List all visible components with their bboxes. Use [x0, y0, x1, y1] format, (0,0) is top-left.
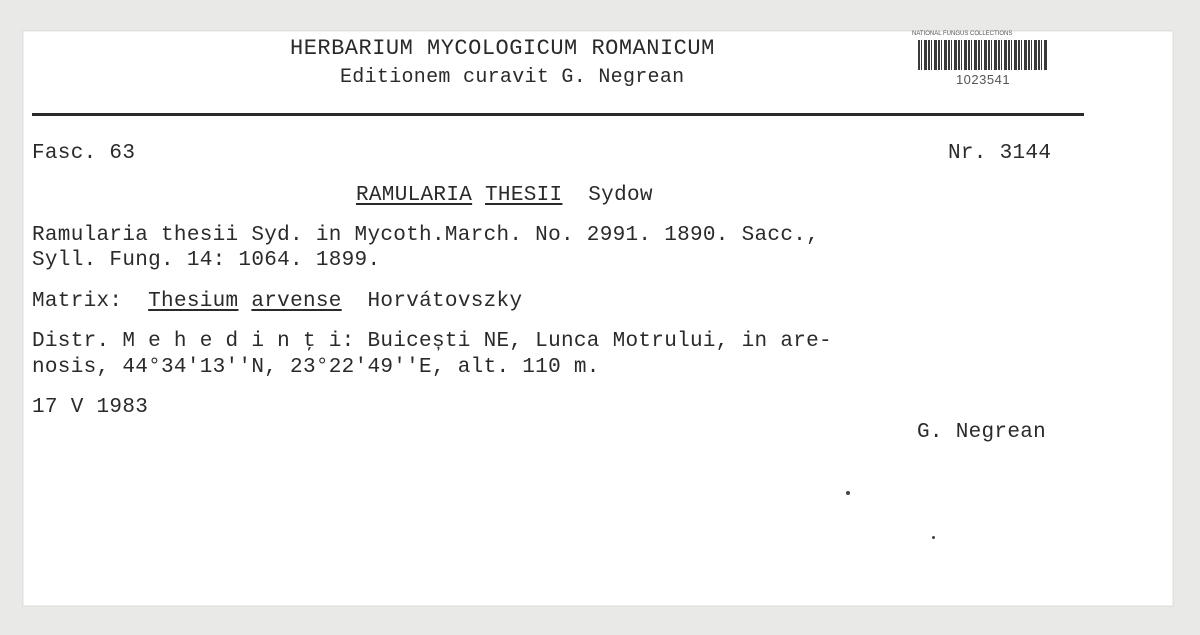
header-editor: Editionem curavit G. Negrean [340, 66, 685, 89]
distribution-line-2: nosis, 44°34'13''N, 23°22'49''E, alt. 110 m. [32, 356, 600, 379]
ink-speck [846, 491, 850, 495]
species-name [356, 184, 653, 208]
barcode-caption: NATIONAL FUNGUS COLLECTIONS [912, 31, 1013, 37]
header-title: HERBARIUM MYCOLOGICUM ROMANICUM [290, 36, 715, 61]
matrix-author: Horvátovszky [367, 290, 523, 313]
species-epithet: THESII [485, 184, 563, 207]
barcode-number: 1023541 [955, 72, 1011, 87]
barcode-bars [918, 40, 1048, 70]
citation-line-1: Ramularia thesii Syd. in Mycoth.March. No. 2991. 1890. Sacc., [32, 224, 820, 247]
matrix-line [32, 290, 522, 314]
matrix-genus: Thesium [148, 290, 239, 313]
barcode [912, 30, 1054, 90]
herbarium-label [22, 30, 1174, 607]
fascicle-number: Fasc. 63 [32, 142, 136, 165]
collection-date: 17 V 1983 [32, 396, 149, 419]
citation-line-2: Syll. Fung. 14: 1064. 1899. [32, 249, 381, 272]
ink-speck [932, 536, 935, 539]
specimen-number: Nr. 3144 [948, 142, 1052, 165]
header-divider [32, 113, 1084, 116]
matrix-epithet: arvense [251, 290, 342, 313]
species-author: Sydow [588, 184, 653, 207]
matrix-label: Matrix: [32, 290, 123, 313]
species-genus: RAMULARIA [356, 184, 473, 207]
collector-name: G. Negrean [917, 421, 1047, 444]
distribution-line-1: Distr. M e h e d i n ţ i: Buicești NE, Lunca Motrului, in are- [32, 330, 832, 353]
